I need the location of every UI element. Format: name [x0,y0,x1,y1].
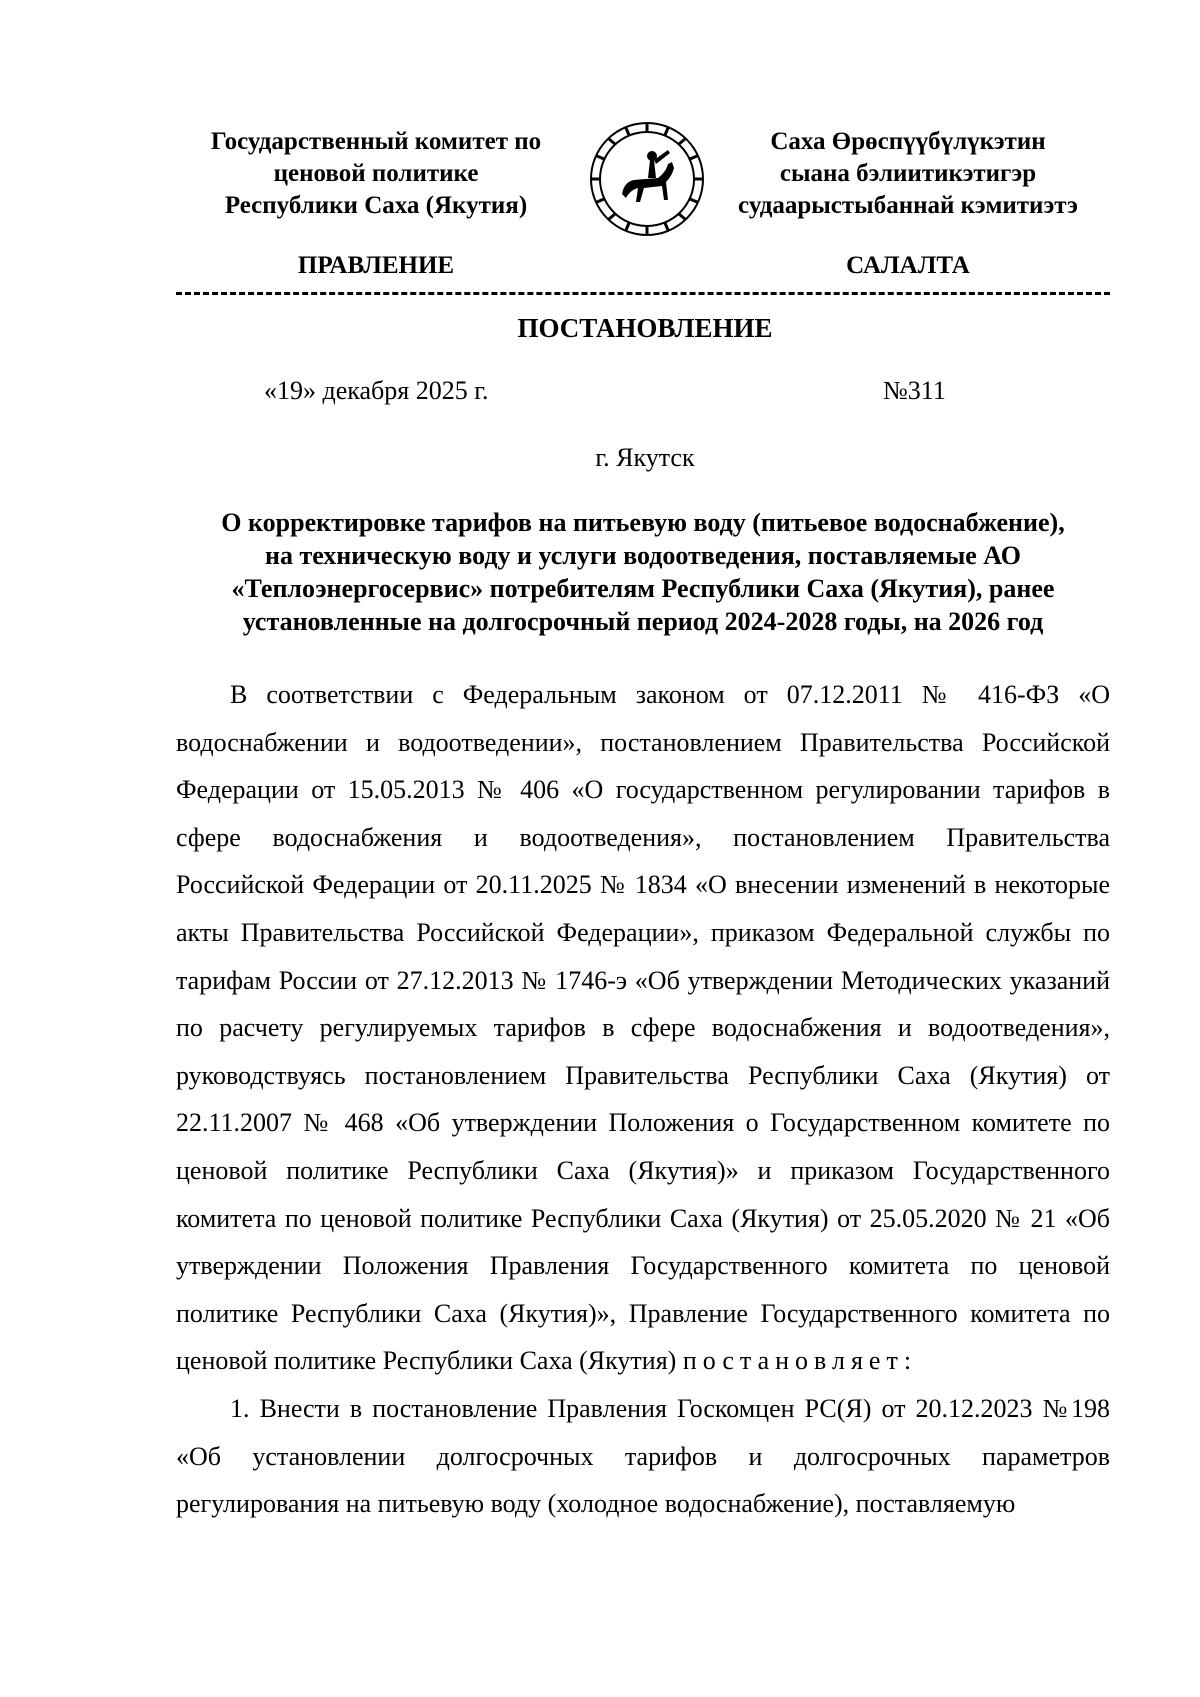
committee-name-sah-line: сыана бэлиитикэтигэр [779,160,1037,187]
subject-line: О корректировке тарифов на питьевую воду (питьевое водоснабжение), [221,508,1065,537]
dashed-divider [176,292,1110,295]
subject-line: «Теплоэнергосервис» потребителям Республики Саха (Якутия), ранее [231,574,1055,603]
preamble-text: В соответствии с Федеральным законом от 07.12.2011 № 416-ФЗ «О водоснабжении и водоотведении», постановлением Правительства Российской Федерации от 15.05.2013 № 406 «О государственном регулировании тарифов в сфере водоснабжения и водоотведения», постановлением Правительства Российской Федерации от 20.11.2025 № 1834 «О внесении изменений в некоторые акты Правительства Российской Федерации», приказом Федеральной службы по тарифам России от 27.12.2013 № 1746-э «Об утверждении Методических указаний по расчету регулируемых тарифов в сфере водоснабжения и водоотведения», руководствуясь постановлением Правительства Республики Саха (Якутия) от 22.11.2007 № 468 «Об утверждении Положения о Государственном комитете по ценовой политике Республики Саха (Якутия)» и приказом Государственного комитета по ценовой политике Республики Саха (Якутия) от 25.05.2020 № 21 «Об утверждении Положения Правления Государственного комитета по ценовой политике Республики Саха (Якутия)», Правление Государственного комитета по ценовой политике Республики Саха (Якутия) [176,680,1110,1376]
document-city: г. Якутск [595,443,695,472]
committee-name-sah-line: Саха Өрөспүүбүлүкэтин [770,128,1046,155]
sakha-coat-of-arms-icon [588,120,706,238]
committee-name-sah [718,126,1098,222]
preamble-paragraph [176,671,1110,1385]
document-date: «19» декабря 2025 г. [264,376,489,405]
committee-name-ru-line: Государственный комитет по [210,128,542,155]
document-subject [176,506,1110,638]
board-label-ru: ПРАВЛЕНИЕ [297,252,455,279]
item-1-paragraph: 1. Внести в постановление Правления Госкомцен РС(Я) от 20.12.2023 №198 «Об установлении долгосрочных тарифов и долгосрочных параметров регулирования на питьевую воду (холодное водоснабжение), поставляемую [176,1393,1110,1519]
committee-name-ru-line: ценовой политике [273,160,479,187]
resolves-keyword: постановляет: [682,1346,918,1376]
document-number: №311 [883,376,946,405]
subject-line: установленные на долгосрочный период 2024-2028 годы, на 2026 год [242,607,1044,636]
document-type-title: ПОСТАНОВЛЕНИЕ [517,313,773,343]
document-body [176,671,1110,1528]
committee-name-sah-line: судаарыстыбаннай кэмитиэтэ [738,192,1078,219]
subject-line: на техническую воду и услуги водоотведения, поставляемые АО [264,541,1022,570]
committee-name-ru [176,126,576,222]
committee-name-ru-line: Республики Саха (Якутия) [224,192,528,219]
board-label-sah: САЛАЛТА [846,252,970,279]
